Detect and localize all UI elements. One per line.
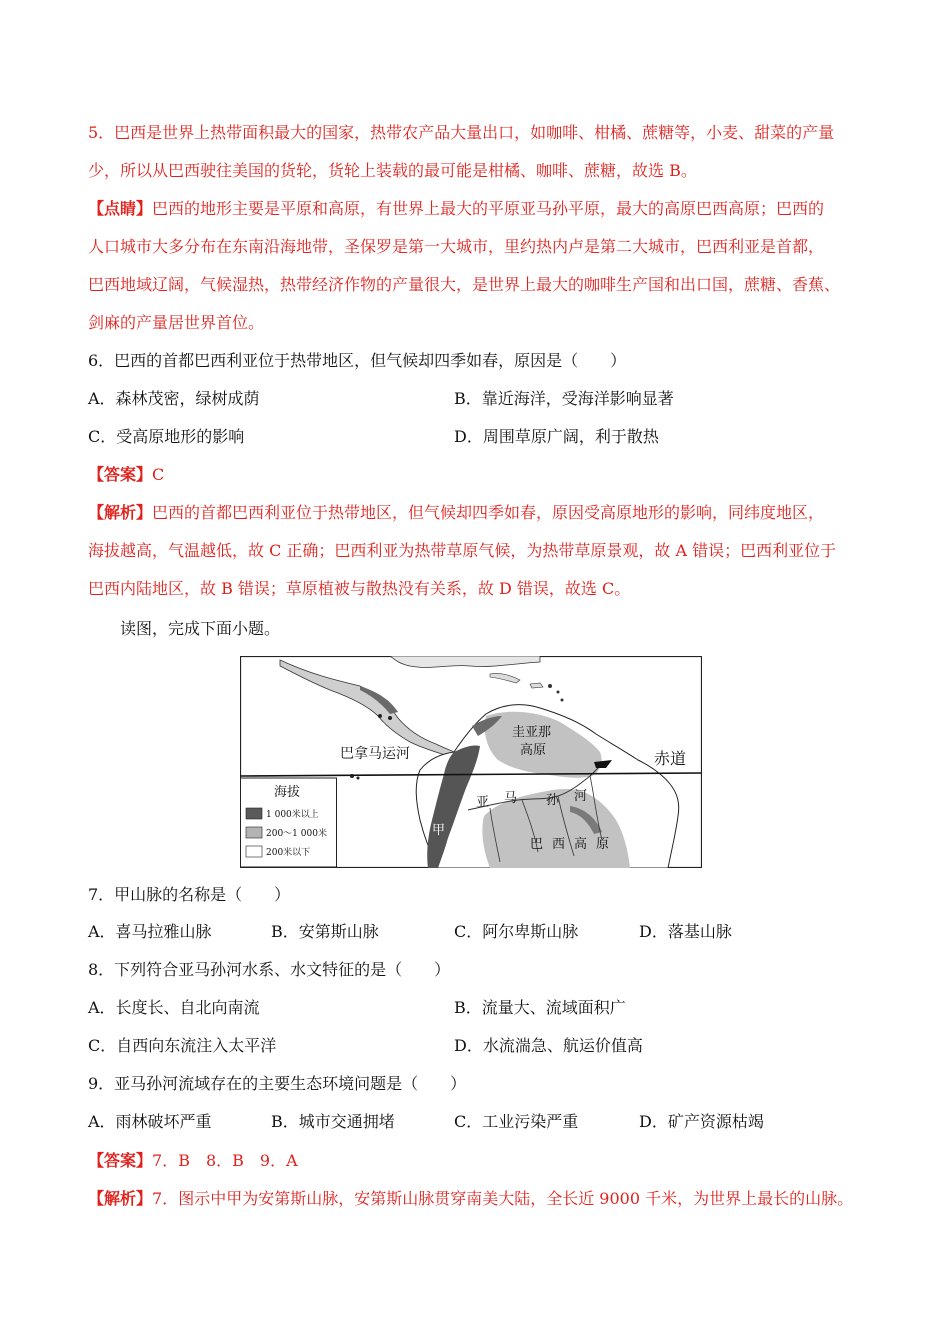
tip-line3: 巴西地域辽阔，气候湿热，热带经济作物的产量很大，是世界上最大的咖啡生产国和出口国，蔗糖、香蕉、 <box>88 275 841 294</box>
q8-option-b: B．流量大、流域面积广 <box>454 998 626 1017</box>
tip-text1: 巴西的地形主要是平原和高原，有世界上最大的平原亚马孙平原，最大的高原巴西高原；巴西的 <box>152 199 825 218</box>
q9-option-a: A．雨林破坏严重 <box>88 1112 212 1131</box>
brazil-char-3: 高 <box>574 837 588 852</box>
map-intro: 读图，完成下面小题。 <box>120 619 281 638</box>
tip-line4: 剑麻的产量居世界首位。 <box>88 313 265 332</box>
brazil-char-1: 巴 <box>530 837 544 852</box>
jia-label: 甲 <box>432 823 446 838</box>
brazil-char-4: 原 <box>596 837 610 852</box>
q7-option-a: A．喜马拉雅山脉 <box>88 922 212 941</box>
panama-canal-label: 巴拿马运河 <box>340 746 410 762</box>
q9-option-c: C．工业污染严重 <box>454 1112 579 1131</box>
q5-explain-line1: 5．巴西是世界上热带面积最大的国家，热带农产品大量出口，如咖啡、柑橘、蔗糖等，小麦、甜菜的产量 <box>88 123 835 142</box>
q9-option-d: D．矿产资源枯竭 <box>639 1112 764 1131</box>
legend-label-low: 200米以下 <box>266 848 311 858</box>
q7-option-d: D．落基山脉 <box>639 922 732 941</box>
q7-stem: 7．甲山脉的名称是（ ） <box>88 885 291 904</box>
q6-option-b: B．靠近海洋，受海洋影响显著 <box>454 389 674 408</box>
q8-option-c: C．自西向东流注入太平洋 <box>88 1036 277 1055</box>
q5-explain-line2: 少，所以从巴西驶往美国的货轮，货轮上装载的最可能是柑橘、咖啡、蔗糖，故选 B。 <box>88 161 697 180</box>
legend-title: 海拔 <box>274 785 301 800</box>
amazon-char-2: 马 <box>504 791 518 806</box>
legend-swatch-low <box>246 846 262 857</box>
tip-line1 <box>88 199 824 219</box>
q8-stem: 8．下列符合亚马孙河水系、水文特征的是（ ） <box>88 960 451 979</box>
q6-stem: 6．巴西的首都巴西利亚位于热带地区，但气候却四季如春，原因是（ ） <box>88 351 627 370</box>
q6-answer-value: C <box>152 465 165 484</box>
legend-label-mid: 200～1 000米 <box>266 829 327 839</box>
guiana-label-2: 高原 <box>520 743 547 758</box>
south-america-map <box>240 656 702 868</box>
island-dot <box>378 714 382 718</box>
island-dot <box>561 699 564 702</box>
answers-7-9-tag: 【答案】 <box>88 1151 153 1170</box>
q7-option-b: B．安第斯山脉 <box>271 922 379 941</box>
q6-option-d: D．周围草原广阔，利于散热 <box>454 427 659 446</box>
tip-line2: 人口城市大多分布在东南沿海地带，圣保罗是第一大城市，里约热内卢是第二大城市，巴西利亚是首都， <box>88 237 825 256</box>
q7-option-c: C．阿尔卑斯山脉 <box>454 922 579 941</box>
q8-option-a: A．长度长、自北向南流 <box>88 998 260 1017</box>
q6-option-c: C．受高原地形的影响 <box>88 427 245 446</box>
q6-answer-tag: 【答案】 <box>88 465 153 484</box>
tip-tag: 【点睛】 <box>88 199 153 218</box>
legend-swatch-mid <box>246 827 262 838</box>
q6-answer <box>88 465 164 485</box>
legend-swatch-high <box>246 808 262 819</box>
answers-7-9-text: 7．B 8．B 9．A <box>152 1151 298 1170</box>
amazon-char-3: 孙 <box>546 793 560 808</box>
galapagos-dot <box>357 777 360 780</box>
legend-label-high: 1 000米以上 <box>266 810 319 820</box>
q6-option-a: A．森林茂密，绿树成荫 <box>88 389 260 408</box>
q6-explain-line2: 海拔越高，气温越低，故 C 正确；巴西利亚为热带草原气候，为热带草原景观，故 A 错误；巴西利亚位于 <box>88 541 837 560</box>
answers-7-9 <box>88 1151 298 1171</box>
equator-label: 赤道 <box>654 749 687 768</box>
explain-7-9 <box>88 1189 853 1209</box>
q6-explain-text1: 巴西的首都巴西利亚位于热带地区，但气候却四季如春，原因受高原地形的影响，同纬度地区， <box>152 503 825 522</box>
q6-explain-tag: 【解析】 <box>88 503 153 522</box>
guiana-label-1: 圭亚那 <box>512 725 552 740</box>
q8-option-d: D．水流湍急、航运价值高 <box>454 1036 643 1055</box>
explain-7-9-text: 7．图示中甲为安第斯山脉，安第斯山脉贯穿南美大陆，全长近 9000 千米，为世界上最长的山脉。 <box>152 1189 854 1208</box>
q9-option-b: B．城市交通拥堵 <box>271 1112 395 1131</box>
brazil-char-2: 西 <box>552 837 566 852</box>
explain-7-9-tag: 【解析】 <box>88 1189 153 1208</box>
island-dot <box>557 691 560 694</box>
amazon-char-1: 亚 <box>476 795 490 810</box>
q9-stem: 9．亚马孙河流域存在的主要生态环境问题是（ ） <box>88 1074 467 1093</box>
q6-explain-line1 <box>88 503 824 523</box>
amazon-char-4: 河 <box>574 789 588 804</box>
q6-explain-line3: 巴西内陆地区，故 B 错误；草原植被与散热没有关系，故 D 错误，故选 C。 <box>88 579 631 598</box>
island-dot <box>548 684 552 688</box>
island-dot <box>388 716 392 720</box>
